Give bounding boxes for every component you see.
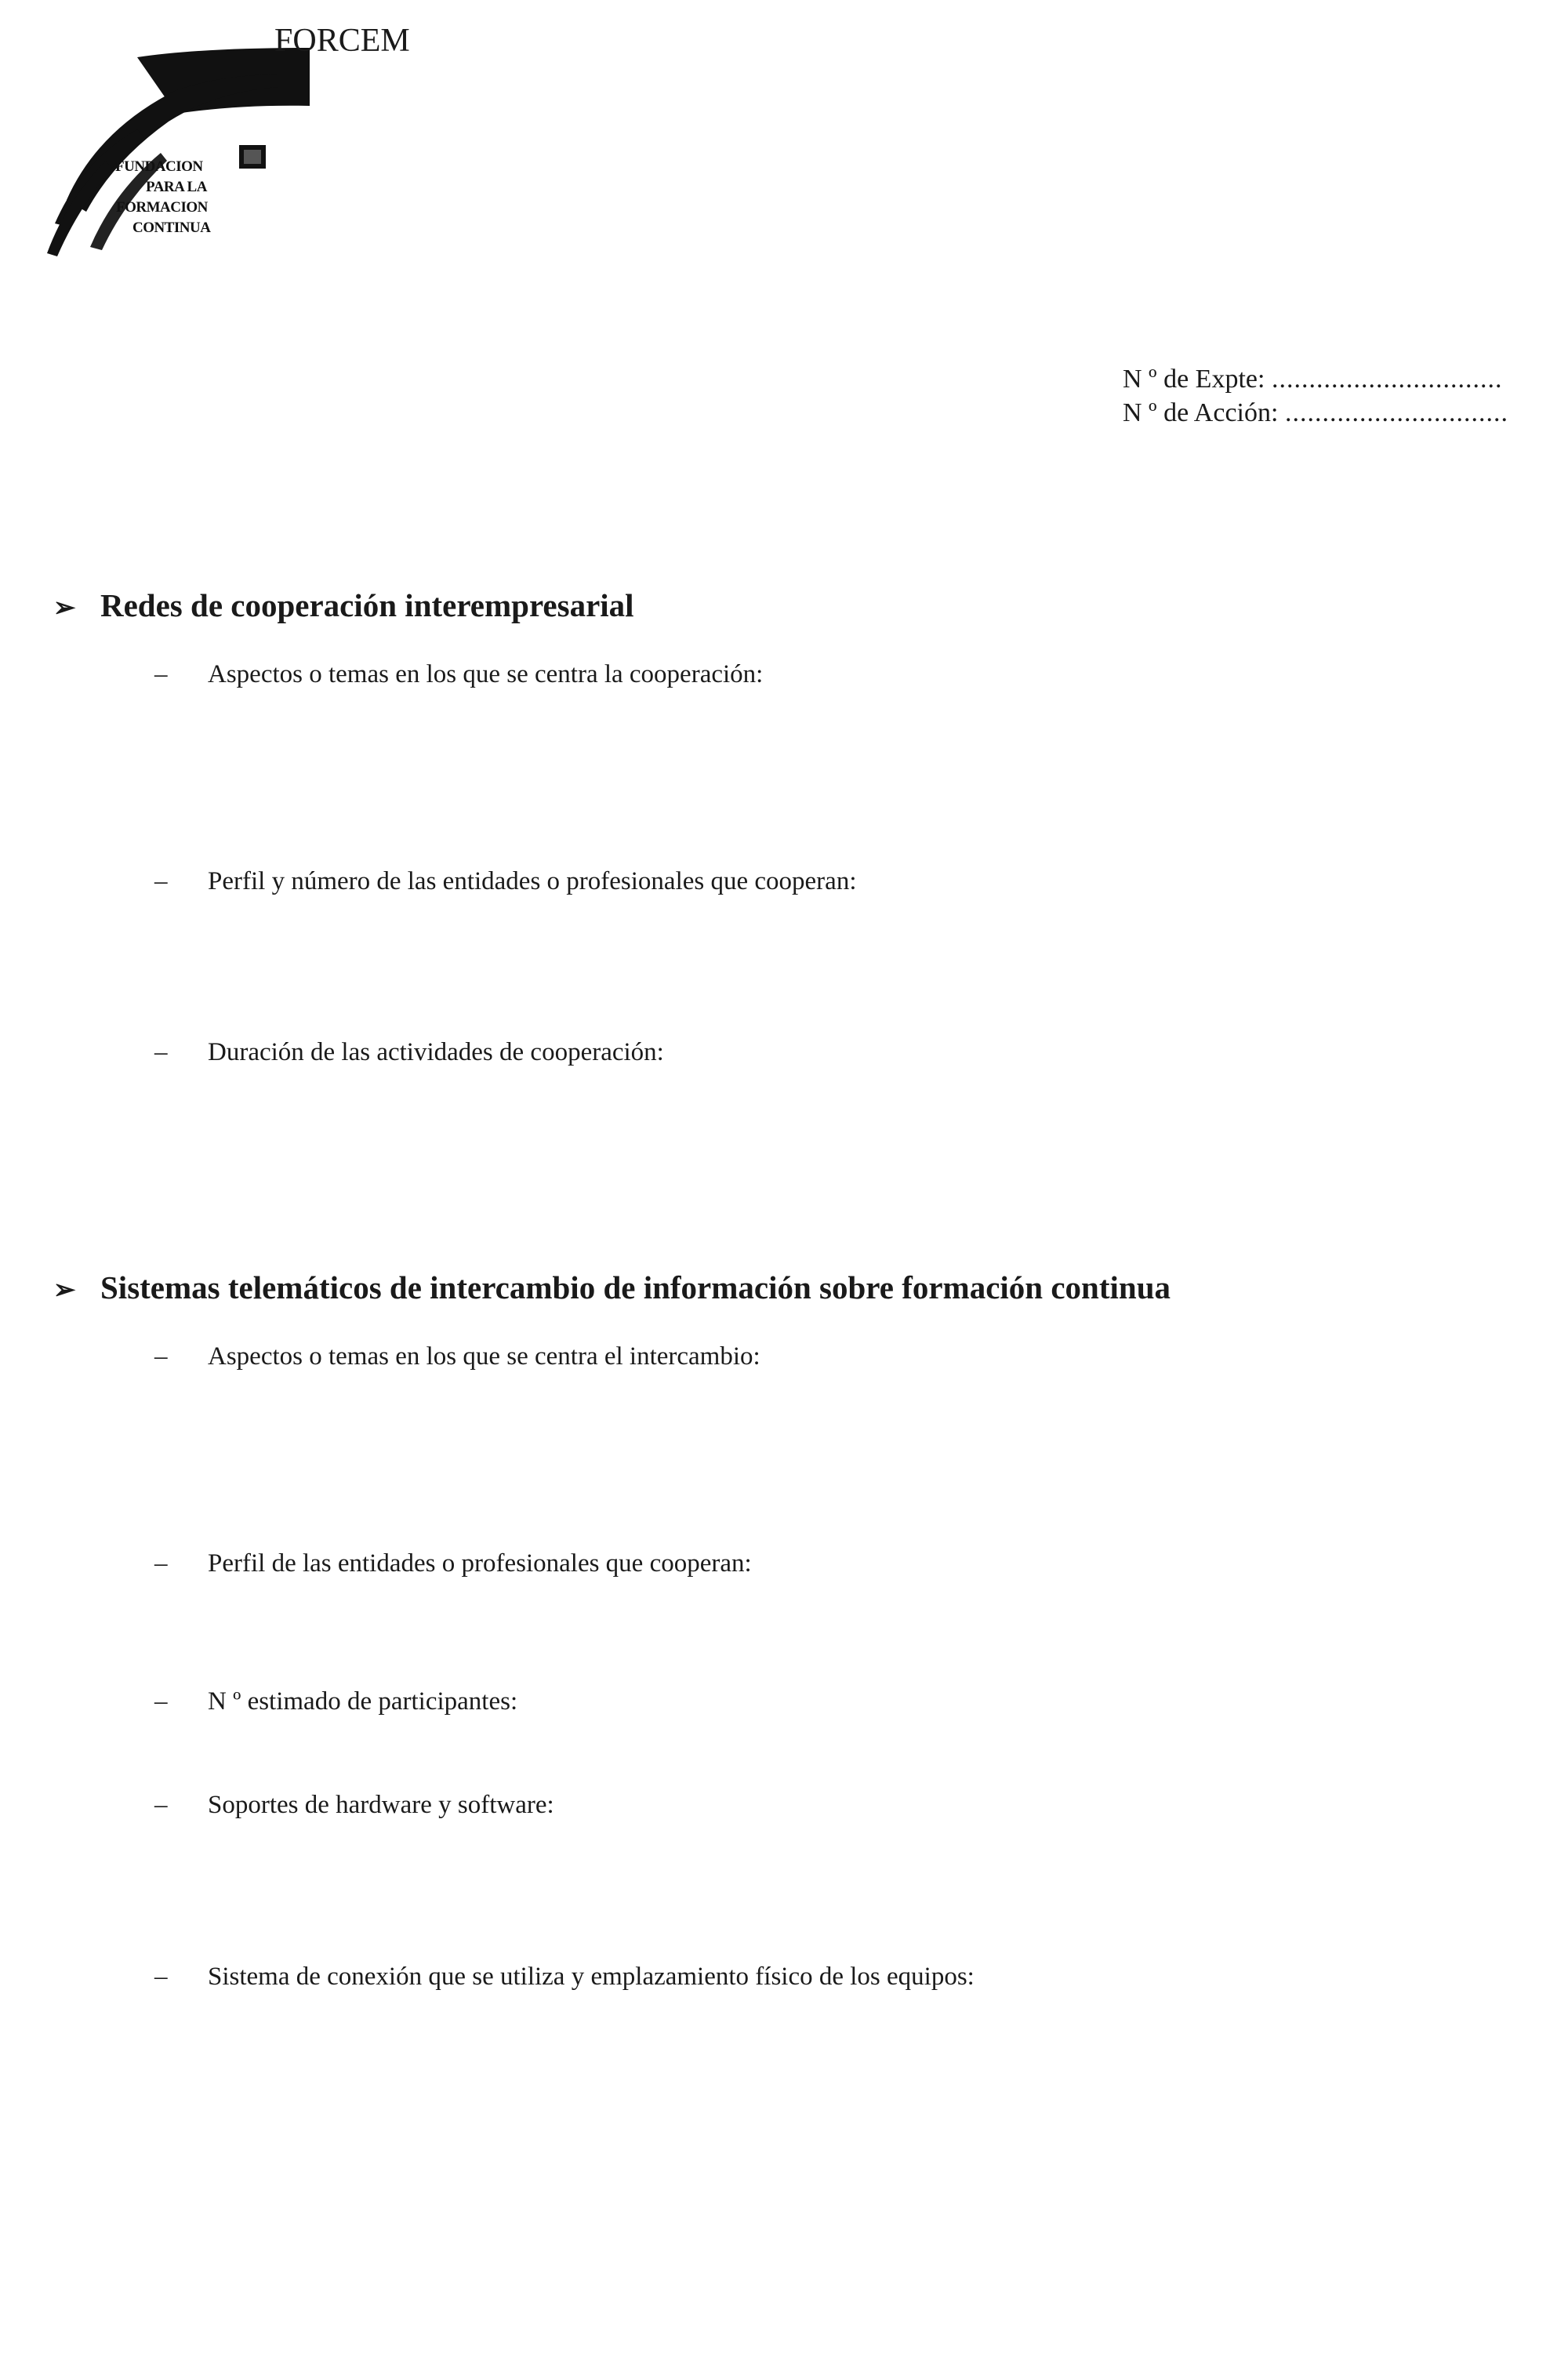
expte-field[interactable]: ............................... — [1271, 365, 1503, 394]
section-heading-redes — [53, 586, 634, 624]
item-label: Duración de las actividades de cooperación: — [208, 1038, 664, 1066]
expte-reference — [1123, 365, 1502, 394]
forcem-swoosh-logo-icon — [43, 43, 482, 302]
dash-bullet-icon: – — [154, 1687, 168, 1716]
list-item — [154, 1687, 517, 1716]
item-label: Sistema de conexión que se utiliza y emplazamiento físico de los equipos: — [208, 1963, 975, 1991]
list-item — [154, 1549, 752, 1578]
dash-bullet-icon: – — [154, 1791, 168, 1819]
forcem-logo — [43, 43, 482, 302]
item-label: Aspectos o temas en los que se centra la cooperación: — [208, 660, 764, 688]
item-label: Aspectos o temas en los que se centra el intercambio: — [208, 1342, 760, 1371]
dash-bullet-icon: – — [154, 1963, 168, 1991]
list-item — [154, 1791, 554, 1820]
dash-bullet-icon: – — [154, 1038, 168, 1066]
accion-label: N º de Acción: — [1123, 398, 1279, 427]
item-label: N º estimado de participantes: — [208, 1687, 518, 1716]
logo-line-1: FUNDACION — [115, 158, 203, 175]
section-heading-sistemas — [53, 1269, 1171, 1306]
arrow-bullet-icon: ➢ — [53, 594, 76, 623]
logo-line-3: FORMACION — [116, 199, 208, 216]
dash-bullet-icon: – — [154, 660, 168, 688]
section-title: Redes de cooperación interempresarial — [100, 587, 634, 623]
section-title: Sistemas telemáticos de intercambio de información sobre formación continua — [100, 1269, 1171, 1305]
dash-bullet-icon: – — [154, 867, 168, 895]
list-item — [154, 660, 763, 689]
arrow-bullet-icon: ➢ — [53, 1276, 76, 1305]
accion-reference — [1123, 398, 1508, 428]
expte-label: N º de Expte: — [1123, 365, 1265, 394]
item-label: Soportes de hardware y software: — [208, 1791, 554, 1819]
brand-name: FORCEM — [274, 23, 410, 59]
list-item — [154, 1963, 975, 1992]
list-item — [154, 867, 856, 896]
logo-line-4: CONTINUA — [132, 220, 211, 236]
item-label: Perfil y número de las entidades o profesionales que cooperan: — [208, 867, 857, 895]
dash-bullet-icon: – — [154, 1342, 168, 1371]
list-item — [154, 1342, 760, 1371]
accion-field[interactable]: .............................. — [1284, 398, 1508, 427]
item-label: Perfil de las entidades o profesionales que cooperan: — [208, 1549, 752, 1578]
logo-line-2: PARA LA — [146, 179, 207, 195]
dash-bullet-icon: – — [154, 1549, 168, 1578]
list-item — [154, 1038, 664, 1067]
